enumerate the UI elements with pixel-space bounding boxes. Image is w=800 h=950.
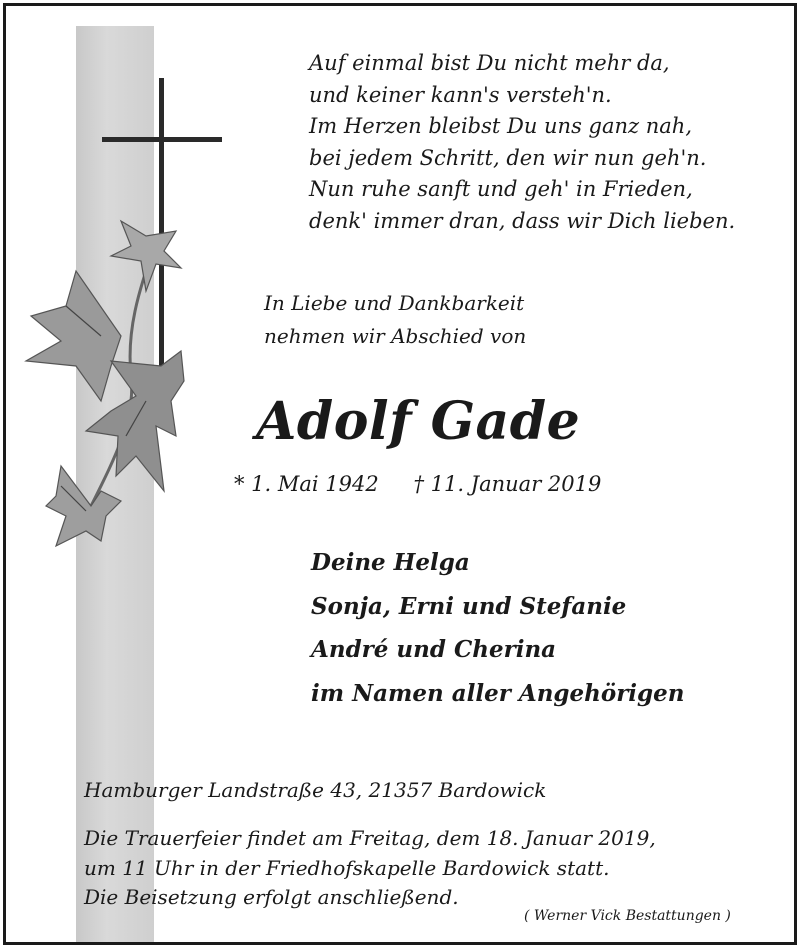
funeral-line: um 11 Uhr in der Friedhofskapelle Bardowick statt. — [84, 855, 610, 880]
poem-line: Nun ruhe sanft und geh' in Frieden, — [309, 177, 693, 201]
mourner-line: Sonja, Erni und Stefanie — [311, 592, 627, 620]
life-dates — [234, 472, 601, 496]
poem — [309, 48, 735, 237]
cross-and-ivy-decoration — [6, 6, 266, 606]
undertaker-credit: ( Werner Vick Bestattungen ) — [524, 908, 731, 924]
poem-line: Im Herzen bleibst Du uns ganz nah, — [309, 114, 693, 138]
death-date: † 11. Januar 2019 — [413, 472, 602, 496]
poem-line: und keiner kann's versteh'n. — [309, 82, 612, 107]
poem-line: denk' immer dran, dass wir Dich lieben. — [309, 208, 736, 233]
mourner-line: Deine Helga — [311, 549, 470, 576]
mourner-line: André und Cherina — [311, 636, 557, 663]
birth-date: * 1. Mai 1942 — [234, 472, 379, 496]
poem-line: bei jedem Schritt, den wir nun geh'n. — [309, 145, 707, 170]
mourners-list — [311, 541, 684, 715]
obituary-card — [3, 3, 797, 945]
mourner-line: im Namen aller Angehörigen — [311, 679, 685, 707]
funeral-line: Die Trauerfeier findet am Freitag, dem 18. Januar 2019, — [84, 826, 656, 850]
intro-line: In Liebe und Dankbarkeit — [264, 291, 525, 315]
intro-line: nehmen wir Abschied von — [264, 324, 527, 348]
deceased-name: Adolf Gade — [256, 391, 581, 452]
funeral-line: Die Beisetzung erfolgt anschließend. — [84, 885, 459, 909]
farewell-intro — [264, 287, 526, 353]
poem-line: Auf einmal bist Du nicht mehr da, — [309, 51, 670, 75]
family-address: Hamburger Landstraße 43, 21357 Bardowick — [84, 778, 547, 802]
funeral-info — [84, 824, 656, 913]
